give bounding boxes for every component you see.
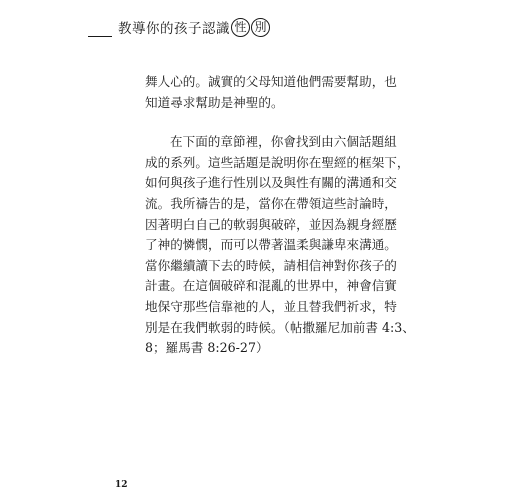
paragraph xyxy=(145,72,397,113)
paragraph-gap xyxy=(145,113,385,132)
text-line: 成的系列。這些話題是說明你在聖經的框架下， xyxy=(145,154,410,170)
text-line: 當你繼續讀下去的時候，請相信神對你孩子的 xyxy=(145,257,397,273)
circled-char: 別 xyxy=(251,18,270,37)
text-line: 流。我所禱告的是，當你在帶領這些討論時， xyxy=(145,195,397,211)
text-line: 地保守那些信靠祂的人，並且替我們祈求，特 xyxy=(145,298,397,314)
running-header xyxy=(118,14,270,40)
text-line: 計畫。在這個破碎和混亂的世界中，神會信實 xyxy=(145,278,397,294)
text-line: 知道尋求幫助是神聖的。 xyxy=(145,94,284,110)
text-line: 別是在我們軟弱的時候。（帖撒羅尼加前書 4:3、 xyxy=(145,319,415,335)
text-line: 因著明白自己的軟弱與破碎，並因為親身經歷 xyxy=(145,216,397,232)
text-line: 8；羅馬書 8:26-27） xyxy=(145,340,269,356)
body-text xyxy=(145,72,415,359)
page-number: 12 xyxy=(115,480,128,490)
paragraph xyxy=(145,132,415,359)
circled-char: 性 xyxy=(231,18,250,37)
text-line: 了神的憐憫，而可以帶著溫柔與謙卑來溝通。 xyxy=(145,237,397,253)
header-rule xyxy=(88,36,112,37)
book-title: 教導你的孩子認識 xyxy=(118,21,230,37)
text-line: 在下面的章節裡，你會找到由六個話題組 xyxy=(170,134,397,150)
text-line: 如何與孩子進行性別以及與性有關的溝通和交 xyxy=(145,175,397,191)
text-line: 舞人心的。誠實的父母知道他們需要幫助，也 xyxy=(145,74,397,89)
